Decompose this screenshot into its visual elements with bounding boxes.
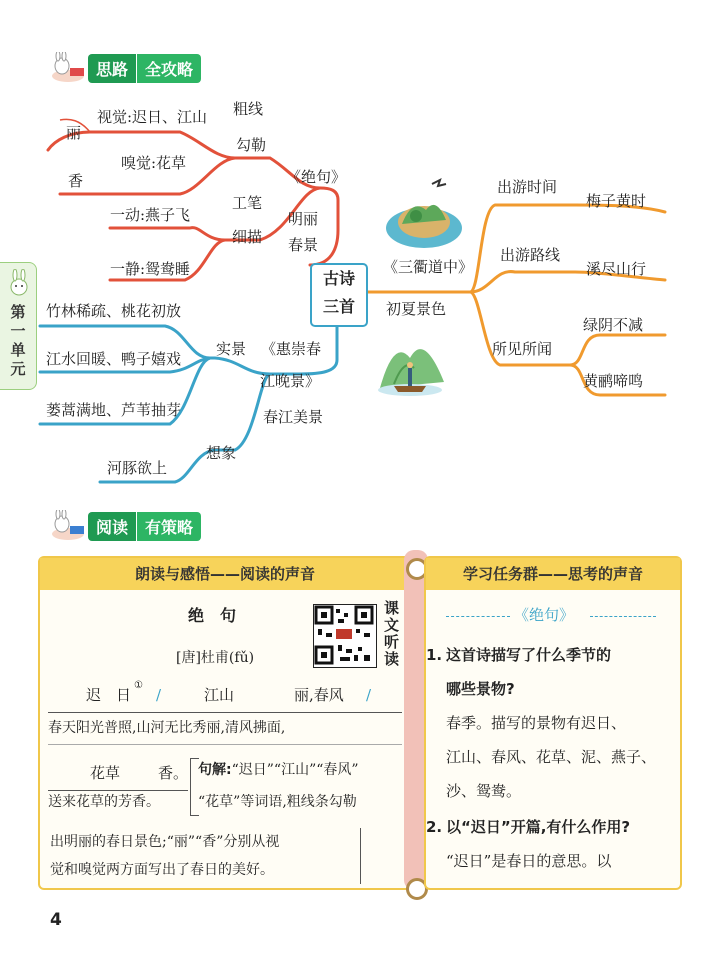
poem3-imagine: 想象: [206, 444, 237, 462]
section-label-a: 思路: [88, 54, 136, 83]
boat-mountain-icon: [374, 328, 450, 398]
poem2-b3-leaf2: 黄鹂啼鸣: [583, 372, 644, 390]
poem1-theme-a: 明丽: [288, 210, 319, 228]
dashed-rule: [446, 616, 510, 617]
analysis-text-2: “花草”等词语,粗线条勾勒: [198, 794, 357, 810]
island-scene-icon: [384, 176, 464, 250]
poem-line1-b: 江山: [204, 686, 235, 704]
poem1-method2b: 细描: [232, 228, 263, 246]
qr-code-icon[interactable]: [313, 604, 377, 668]
poem3-title-1: 《惠崇春: [261, 340, 322, 358]
center-line-2: 三首: [322, 297, 355, 316]
analysis-text-4: 觉和嗅觉两方面写出了春日的美好。: [50, 862, 274, 878]
poem-line1-a: 迟 日: [86, 686, 132, 704]
section-label-b: 有策略: [137, 512, 201, 541]
poem3-leaf2: 江水回暖、鸭子嬉戏: [46, 350, 182, 368]
a1-line-3: 沙、鸳鸯。: [446, 782, 522, 800]
poem-line1-c: 丽,春风: [294, 686, 344, 704]
poem2-b2: 出游路线: [500, 246, 561, 264]
poem2-b1: 出游时间: [497, 178, 558, 196]
dashed-rule: [590, 616, 656, 617]
poem-line2-a: 花草: [90, 764, 121, 782]
poem1-title: 《绝句》: [286, 168, 347, 186]
poem1-dong: 一动:燕子飞: [110, 206, 191, 224]
q1-text: 这首诗描写了什么季节的: [446, 646, 612, 664]
poem1-method1b: 勾勒: [236, 136, 267, 154]
pause-mark: /: [156, 686, 162, 704]
poem1-xiang: 香: [68, 172, 84, 190]
a1-line-2: 江山、春风、花草、泥、燕子、: [446, 748, 657, 766]
rabbit-reading-icon: [46, 510, 88, 542]
poem2-b1-leaf: 梅子黄时: [586, 192, 647, 210]
poem-line2-b: 香。: [158, 764, 189, 782]
poem2-b3: 所见所闻: [492, 340, 553, 358]
analysis-label: 句解:: [198, 762, 232, 778]
page-number: 4: [50, 910, 62, 930]
poem1-method1: 粗线: [233, 100, 264, 118]
a2-line-1: “迟日”是春日的意思。以: [446, 852, 612, 870]
unit-label: 第一单元: [10, 303, 26, 378]
text-rule: [48, 790, 188, 791]
analysis-text-1: “迟日”“江山”“春风”: [231, 762, 359, 778]
bracket: [356, 828, 361, 884]
text-rule: [48, 744, 402, 745]
section-label-a: 阅读: [88, 512, 136, 541]
poem3-title-2: 江晚景》: [260, 372, 321, 390]
poem3-theme: 春江美景: [263, 408, 324, 426]
poem3-leaf3: 蒌蒿满地、芦苇抽芽: [46, 401, 182, 419]
qr-label: 课文听读: [384, 599, 400, 668]
poem2-title: 《三衢道中》: [383, 258, 474, 276]
poem3-leaf1: 竹林稀疏、桃花初放: [46, 302, 182, 320]
poem2-b2-leaf: 溪尽山行: [586, 260, 647, 278]
poem1-method2: 工笔: [232, 194, 263, 212]
right-panel-header: 学习任务群——思考的声音: [426, 558, 680, 590]
poem1-jing: 一静:鸳鸯睡: [110, 260, 191, 278]
poem3-real: 实景: [216, 340, 247, 358]
poem2-b3-leaf1: 绿阴不减: [583, 316, 644, 334]
translation-1: 春天阳光普照,山河无比秀丽,清风拂面,: [48, 720, 286, 736]
q2-text: 以“迟日”开篇,有什么作用?: [446, 818, 631, 836]
poem1-li-detail: 视觉:迟日、江山: [97, 108, 208, 126]
pause-mark: /: [366, 686, 372, 704]
poem-author: [唐]杜甫(fǔ): [176, 650, 255, 666]
left-panel-header: 朗读与感悟——阅读的声音: [40, 558, 410, 590]
section-label-b: 全攻略: [137, 54, 201, 83]
footnote-mark: ①: [134, 680, 143, 691]
center-line-1: 古诗: [322, 269, 355, 288]
section-header-reading: [46, 510, 201, 542]
poem1-li: 丽: [66, 124, 82, 142]
poem-title: 绝 句: [188, 606, 237, 625]
poem2-theme: 初夏景色: [386, 300, 447, 318]
poem1-xiang-detail: 嗅觉:花草: [121, 154, 187, 172]
right-subtitle: 《绝句》: [514, 606, 575, 624]
a1-line-1: 春季。描写的景物有迟日、: [446, 714, 627, 732]
translation-2: 送来花草的芳香。: [48, 794, 160, 810]
q1-number: 1.: [426, 646, 443, 664]
analysis-line-1: [198, 762, 359, 779]
poem1-theme-b: 春景: [288, 236, 319, 254]
mindmap-center-node: [310, 263, 368, 327]
q2-number: 2.: [426, 818, 443, 836]
text-rule: [48, 712, 402, 713]
analysis-text-3: 出明丽的春日景色;“丽”“香”分别从视: [50, 834, 280, 850]
poem3-leaf4: 河豚欲上: [107, 459, 168, 477]
q1-text-b: 哪些景物?: [446, 680, 515, 698]
